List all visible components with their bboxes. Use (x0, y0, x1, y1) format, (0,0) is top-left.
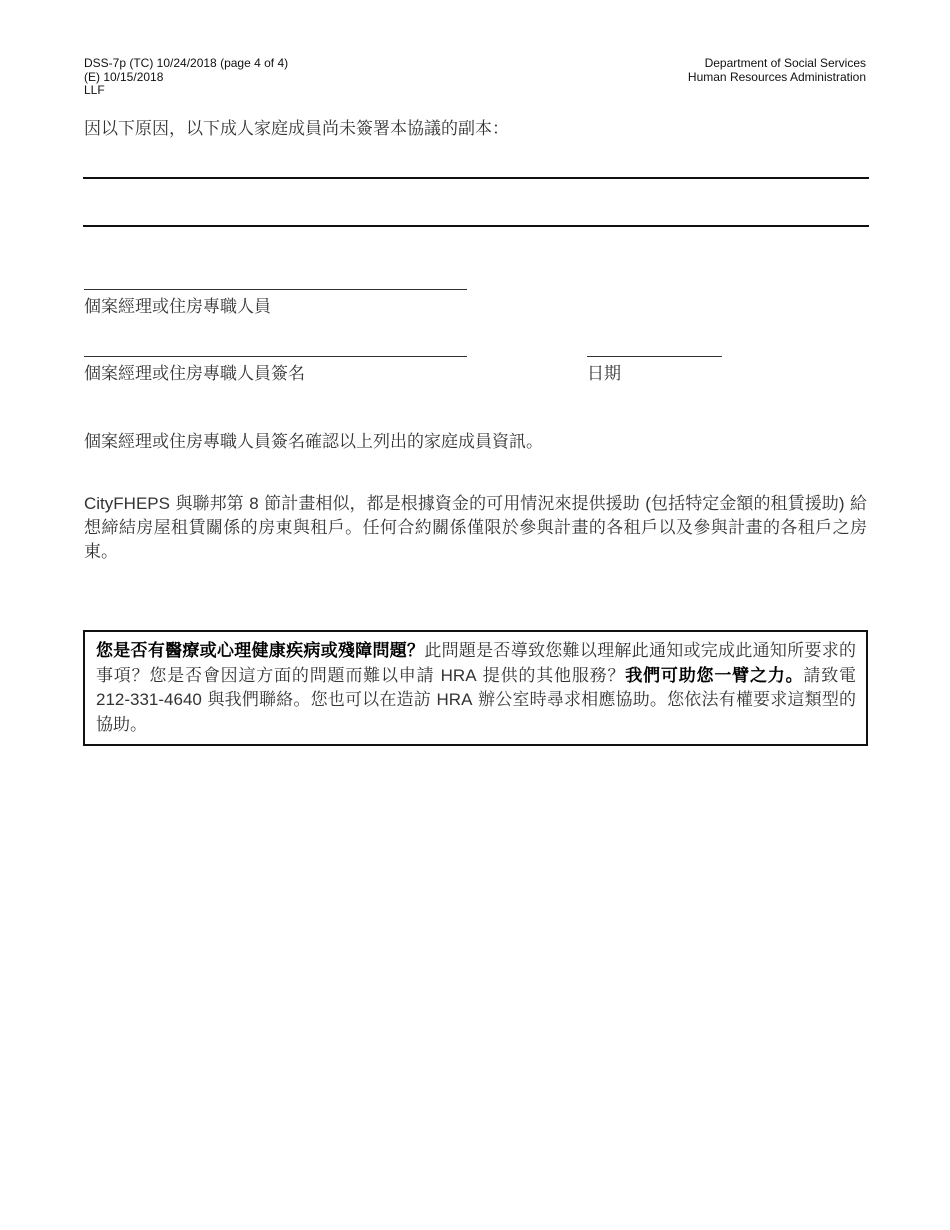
help-statement: 我們可助您一臂之力。 (625, 665, 804, 686)
program-description: CityFHEPS 與聯邦第 8 節計畫相似，都是根據資金的可用情況來提供援助 (包括特定金額的租賃援助) 給想締結房屋租賃關係的房東與租戶。任何合約關係僅限於參與計畫的各租戶以及參與計畫的各租戶之房東。 (84, 494, 868, 562)
program-name: CityFHEPS (84, 494, 170, 513)
date-label: 日期 (587, 364, 621, 384)
form-header-right (688, 57, 866, 84)
form-id: DSS-7p (TC) 10/24/2018 (page 4 of 4) (84, 56, 289, 70)
caseworker-signature-line[interactable] (84, 356, 467, 357)
answer-line-2[interactable] (83, 225, 869, 227)
caseworker-signature-label: 個案經理或住房專職人員簽名 (84, 364, 305, 384)
unsigned-members-intro: 因以下原因，以下成人家庭成員尚未簽署本協議的副本： (84, 119, 509, 139)
administration-name: Human Resources Administration (687, 69, 866, 84)
date-line[interactable] (587, 356, 722, 357)
answer-line-1[interactable] (83, 177, 869, 179)
department-name: Department of Social Services (704, 56, 866, 70)
form-header-left (84, 57, 288, 98)
notice-question: 您是否有醫療或心理健康疾病或殘障問題？ (96, 641, 425, 661)
english-version-date: (E) 10/15/2018 (84, 69, 164, 84)
caseworker-name-label: 個案經理或住房專職人員 (84, 297, 271, 317)
form-code: LLF (84, 83, 105, 97)
phone-number: 212-331-4640 (96, 690, 202, 709)
disability-assistance-notice: 您是否有醫療或心理健康疾病或殘障問題？此問題是否導致您難以理解此通知或完成此通知所要求的事項？您是否會因這方面的問題而難以申請 HRA 提供的其他服務？我們可助您一臂之力。請致電 212-331-4640 與我們聯絡。您也可以在造訪 HRA 辦公室時尋求相應協助。您依法有權要求這類型的協助。 (83, 630, 868, 746)
caseworker-name-line[interactable] (84, 289, 467, 290)
confirmation-text: 個案經理或住房專職人員簽名確認以上列出的家庭成員資訊。 (84, 432, 543, 452)
